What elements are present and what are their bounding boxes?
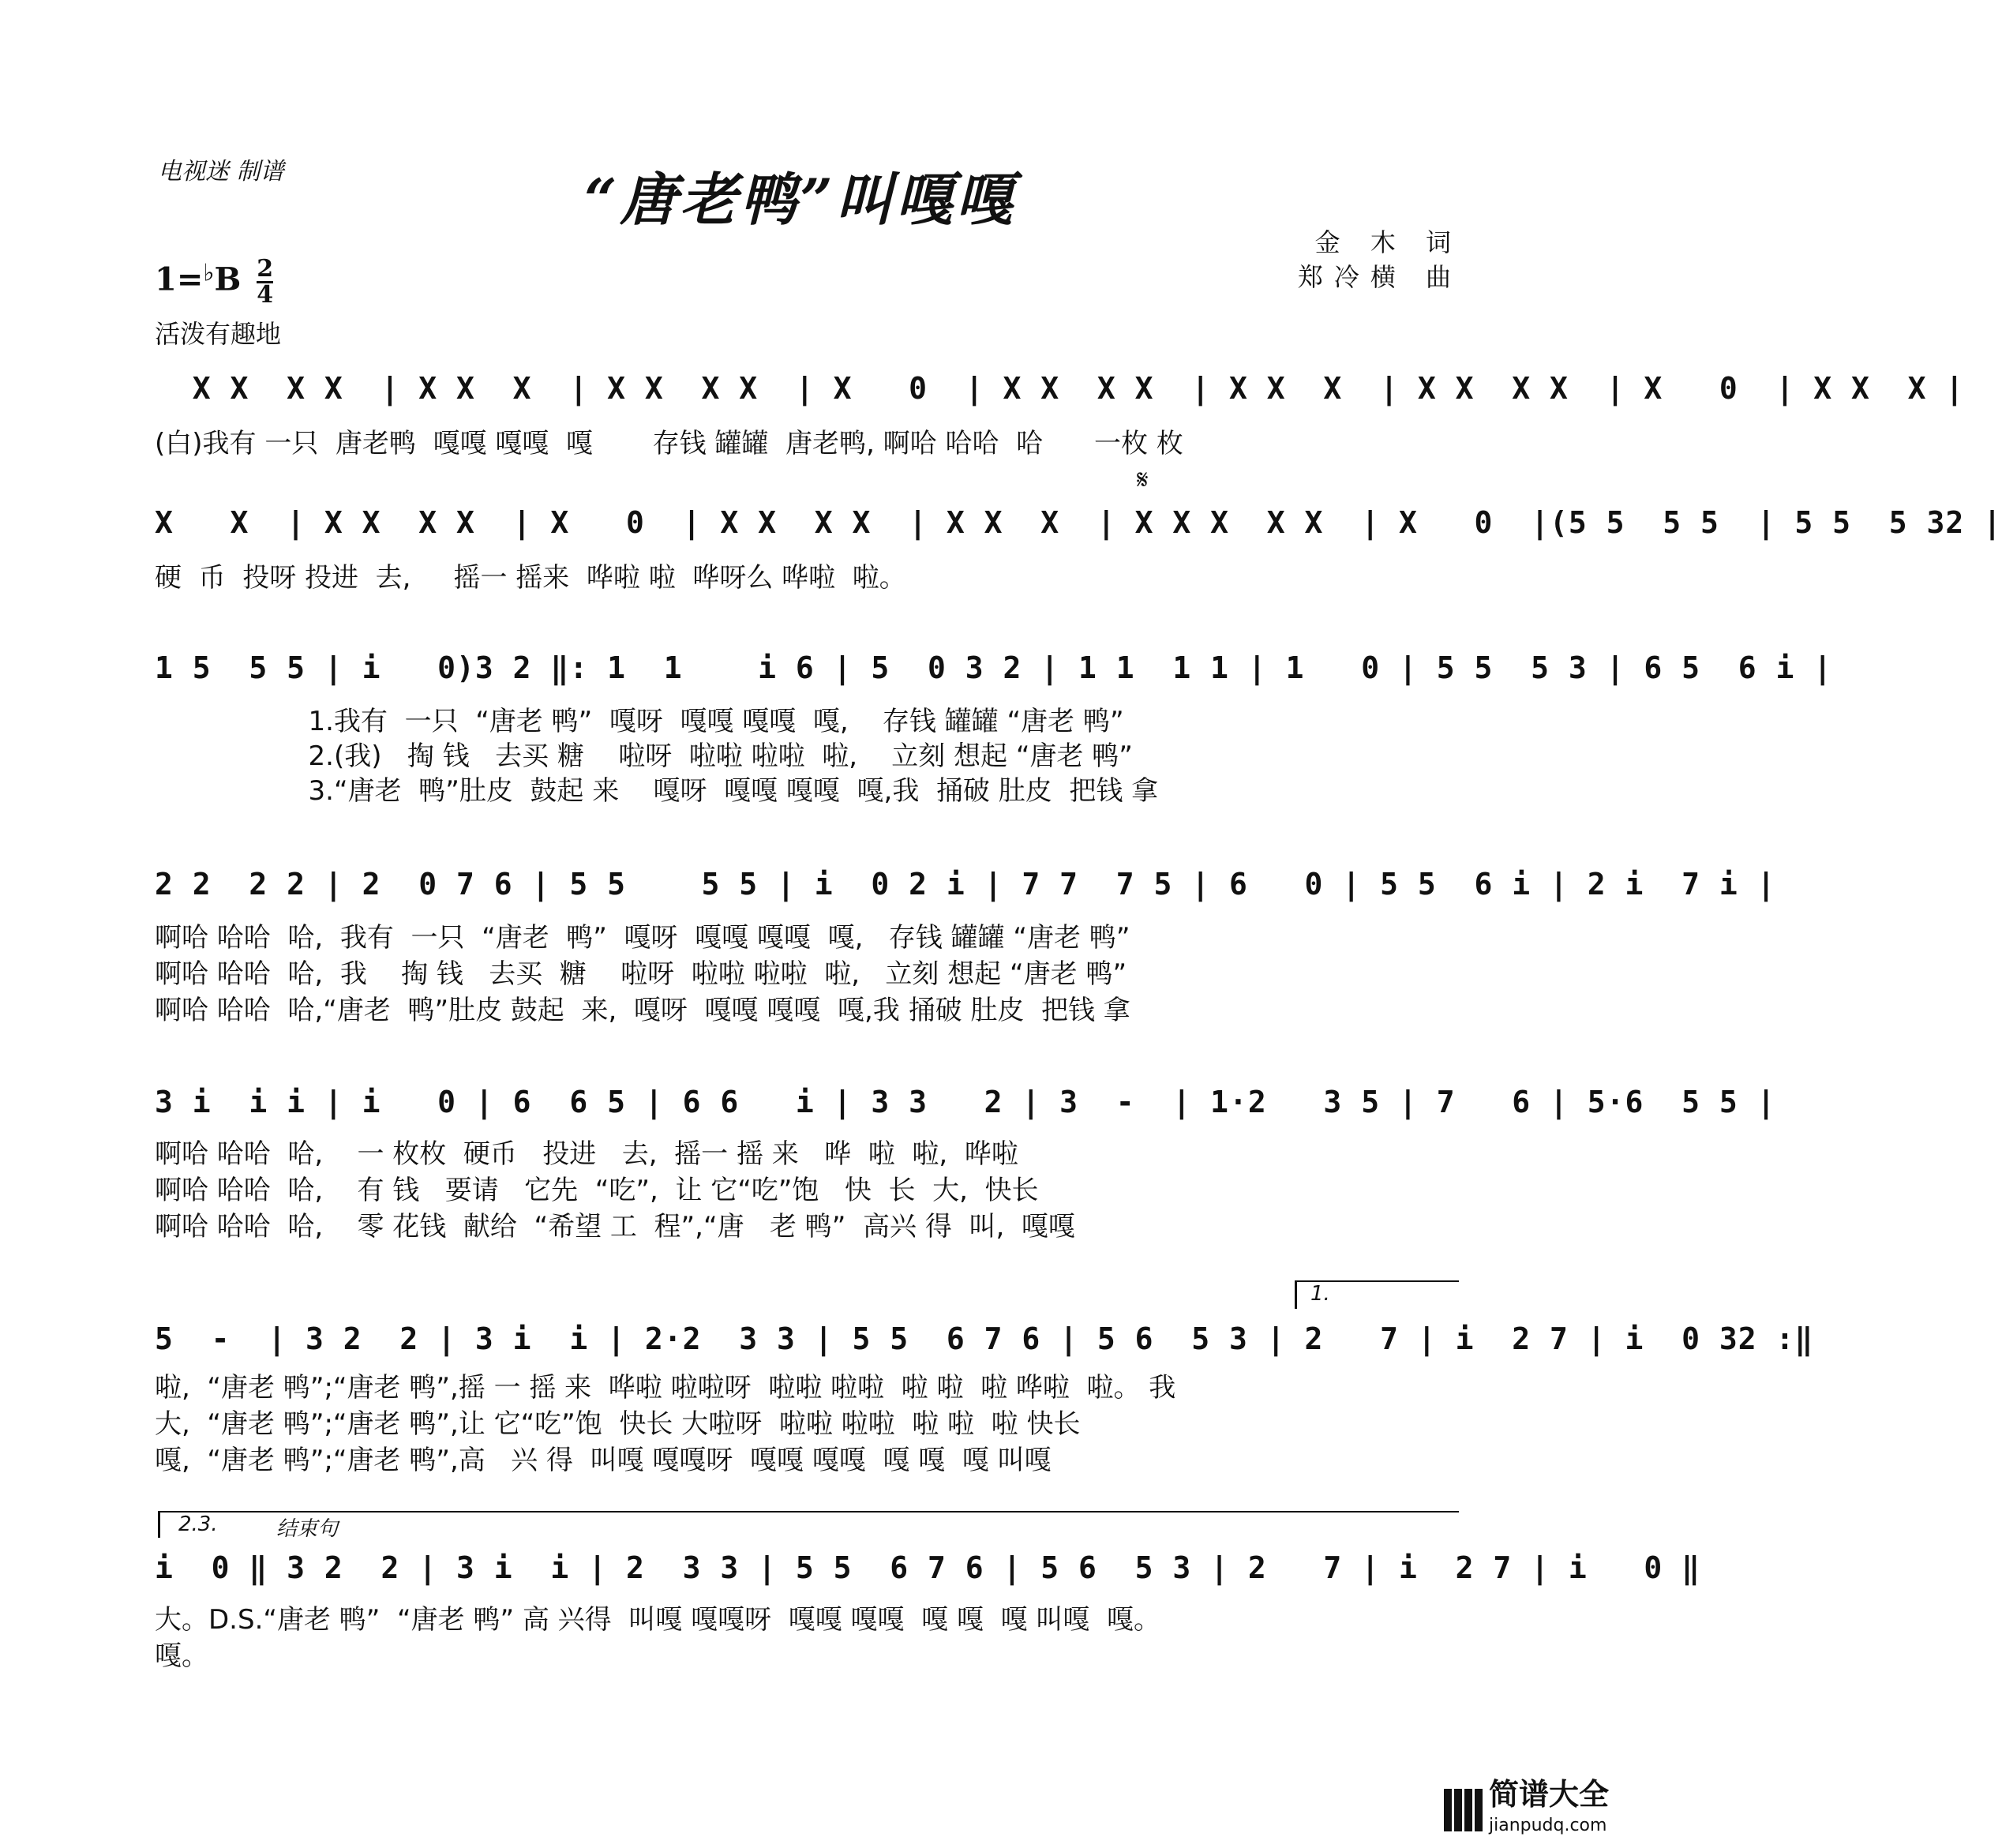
- notation-row-6: 5 - | 3 2 2 | 3 i i | 2·2 3 3 | 5 5 6 7 6 | 5 6 5 3 | 2 7 | i 2 7 | i 0 32 :‖: [155, 1321, 1814, 1356]
- coda-label: 结束句: [276, 1517, 339, 1541]
- lyric-row-2-line-1: 硬 币 投呀 投进 去, 摇一 摇来 哗啦 啦 哗呀么 哗啦 啦。: [155, 562, 906, 594]
- meter-denominator: 4: [257, 281, 274, 309]
- segno-icon: 𝄋: [1137, 464, 1149, 496]
- flat-icon: ♭: [203, 259, 215, 287]
- key-label: 1=: [155, 261, 204, 298]
- notation-row-5: 3 i i i | i 0 | 6 6 5 | 6 6 i | 3 3 2 | 3 - | 1·2 3 5 | 7 6 | 5·6 5 5 |: [155, 1085, 1776, 1119]
- lyric-row-7-line-2: 嘎。: [155, 1640, 208, 1672]
- lyric-row-5-line-3: 啊哈 哈哈 哈, 零 花钱 献给 “希望 工 程”,“唐 老 鸭” 高兴 得 叫, 嘎嘎: [155, 1211, 1075, 1243]
- notation-row-4: 2 2 2 2 | 2 0 7 6 | 5 5 5 5 | i 0 2 i | 7 7 7 5 | 6 0 | 5 5 6 i | 2 i 7 i |: [155, 867, 1776, 902]
- volta-1-label: 1.: [1310, 1282, 1330, 1306]
- lyric-row-4-line-3: 啊哈 哈哈 哈,“唐老 鸭”肚皮 鼓起 来, 嘎呀 嘎嘎 嘎嘎 嘎,我 捅破 肚皮 把钱 拿: [155, 995, 1130, 1026]
- key-note: B: [214, 261, 242, 298]
- lyric-row-6-line-3: 嘎, “唐老 鸭”;“唐老 鸭”,高 兴 得 叫嘎 嘎嘎呀 嘎嘎 嘎嘎 嘎 嘎 嘎 叫嘎: [155, 1445, 1052, 1476]
- lyric-row-6-line-1: 啦, “唐老 鸭”;“唐老 鸭”,摇 一 摇 来 哗啦 啦啦呀 啦啦 啦啦 啦 啦 啦 哗啦 啦。 我: [155, 1372, 1176, 1404]
- volta-1-left: [1295, 1280, 1297, 1309]
- volta-2-bracket: [158, 1511, 1459, 1513]
- piano-keys-icon: [1444, 1789, 1483, 1831]
- lyric-row-3-line-2: 2.(我) 掏 钱 去买 糖 啦呀 啦啦 啦啦 啦, 立刻 想起 “唐老 鸭”: [155, 740, 1133, 772]
- lyric-row-5-line-2: 啊哈 哈哈 哈, 有 钱 要请 它先 “吃”, 让 它“吃”饱 快 长 大, 快长: [155, 1175, 1039, 1206]
- site-logo: [1444, 1779, 1609, 1842]
- tempo-marking: 活泼有趣地: [155, 319, 282, 349]
- lyric-row-3-line-3: 3.“唐老 鸭”肚皮 鼓起 来 嘎呀 嘎嘎 嘎嘎 嘎,我 捅破 肚皮 把钱 拿: [155, 775, 1159, 807]
- logo-text: [1489, 1779, 1609, 1842]
- logo-url: jianpudq.com: [1488, 1816, 1607, 1835]
- lyricist-credit: 金 木 词: [1314, 227, 1462, 257]
- time-signature: [257, 257, 273, 307]
- notation-row-1: X X X X | X X X | X X X X | X 0 | X X X X | X X X | X X X X | X 0 | X X X |: [155, 371, 1965, 406]
- composer-credit: 郑冷横 曲: [1297, 262, 1462, 292]
- lyric-row-5-line-1: 啊哈 哈哈 哈, 一 枚枚 硬币 投进 去, 摇一 摇 来 哗 啦 啦, 哗啦: [155, 1138, 1018, 1170]
- notation-row-7: i 0 ‖ 3 2 2 | 3 i i | 2 3 3 | 5 5 6 7 6 | 5 6 5 3 | 2 7 | i 2 7 | i 0 ‖: [155, 1550, 1700, 1585]
- maker-credit: 电视迷 制谱: [158, 158, 284, 186]
- lyric-row-3-line-1: 1.我有 一只 “唐老 鸭” 嘎呀 嘎嘎 嘎嘎 嘎, 存钱 罐罐 “唐老 鸭”: [155, 706, 1124, 737]
- notation-row-2: X X | X X X X | X 0 | X X X X | X X X | X X X X X | X 0 |(5 5 5 5 | 5 5 5 32 |: [155, 505, 2002, 540]
- meter-numerator: 2: [257, 255, 274, 283]
- lyric-row-4-line-1: 啊哈 哈哈 哈, 我有 一只 “唐老 鸭” 嘎呀 嘎嘎 嘎嘎 嘎, 存钱 罐罐 “唐老 鸭”: [155, 922, 1130, 954]
- volta-2-label: 2.3.: [178, 1513, 218, 1536]
- lyric-row-4-line-2: 啊哈 哈哈 哈, 我 掏 钱 去买 糖 啦呀 啦啦 啦啦 啦, 立刻 想起 “唐老 鸭”: [155, 958, 1127, 990]
- lyric-row-1-line-1: (白)我有 一只 唐老鸭 嘎嘎 嘎嘎 嘎 存钱 罐罐 唐老鸭, 啊哈 哈哈 哈 一枚 枚: [155, 428, 1183, 459]
- notation-row-3: 1 5 5 5 | i 0)3 2 ‖: 1 1 i 6 | 5 0 3 2 | 1 1 1 1 | 1 0 | 5 5 5 3 | 6 5 6 i |: [155, 650, 1833, 685]
- volta-2-left: [158, 1511, 160, 1538]
- page-title: “唐老鸭”叫嘎嘎: [584, 166, 1016, 233]
- lyric-row-7-line-1: 大。D.S.“唐老 鸭” “唐老 鸭” 高 兴得 叫嘎 嘎嘎呀 嘎嘎 嘎嘎 嘎 嘎 嘎 叫嘎 嘎。: [155, 1604, 1160, 1636]
- key-signature: [155, 257, 273, 307]
- logo-name: 简谱大全: [1488, 1777, 1609, 1812]
- lyric-row-6-line-2: 大, “唐老 鸭”;“唐老 鸭”,让 它“吃”饱 快长 大啦呀 啦啦 啦啦 啦 啦 啦 快长: [155, 1408, 1081, 1440]
